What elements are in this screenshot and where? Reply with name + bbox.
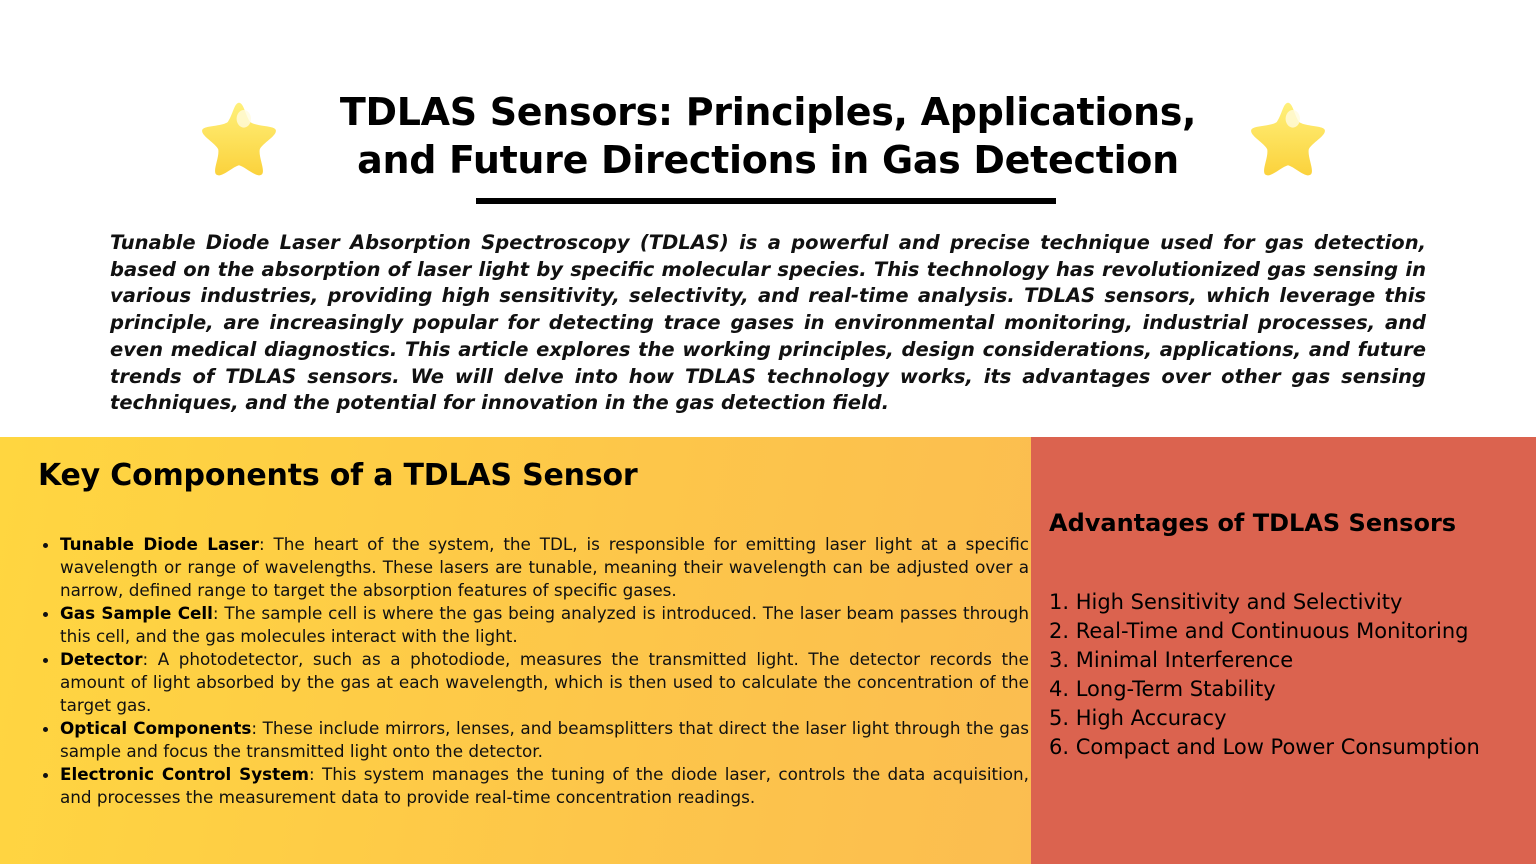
item-text: : A photodetector, such as a photodiode, measures the transmitted light. The detector records the amount of light absorbed by the gas at each wavelength, which is then used to calculate the concentration of the target gas. <box>60 649 1029 715</box>
list-item <box>60 533 1029 602</box>
list-item: 6. Compact and Low Power Consumption <box>1049 735 1480 759</box>
item-text: : The sample cell is where the gas being analyzed is introduced. The laser beam passes through this cell, and the gas molecules interact with the light. <box>60 603 1029 646</box>
list-item: 4. Long-Term Stability <box>1049 677 1276 701</box>
item-term: Electronic Control System <box>60 764 310 784</box>
item-text: : This system manages the tuning of the diode laser, controls the data acquisition, and processes the measurement data to provide real-time concentration readings. <box>60 764 1030 807</box>
item-term: Tunable Diode Laser <box>60 534 259 554</box>
components-list <box>42 533 1029 809</box>
components-title: Key Components of a TDLAS Sensor <box>38 458 638 493</box>
page-title <box>260 88 1276 184</box>
title-line-1: TDLAS Sensors: Principles, Applications, <box>339 90 1197 134</box>
list-item: 5. High Accuracy <box>1049 706 1227 730</box>
item-text: : These include mirrors, lenses, and beamsplitters that direct the laser light through the gas sample and focus the transmitted light onto the detector. <box>60 718 1029 761</box>
advantages-list <box>1049 588 1519 762</box>
title-divider <box>476 198 1056 204</box>
list-item: 1. High Sensitivity and Selectivity <box>1049 590 1403 614</box>
list-item <box>60 763 1029 809</box>
list-item <box>60 648 1029 717</box>
list-item <box>60 602 1029 648</box>
item-term: Optical Components <box>60 718 252 738</box>
item-term: Detector <box>60 649 143 669</box>
item-text: : The heart of the system, the TDL, is responsible for emitting laser light at a specific wavelength or range of wavelengths. These lasers are tunable, meaning their wavelength can be adjusted over a narrow, defined range to target the absorption features of specific gases. <box>60 534 1030 600</box>
list-item: 3. Minimal Interference <box>1049 648 1294 672</box>
item-term: Gas Sample Cell <box>60 603 213 623</box>
list-item <box>60 717 1029 763</box>
list-item: 2. Real-Time and Continuous Monitoring <box>1049 619 1469 643</box>
intro-paragraph: Tunable Diode Laser Absorption Spectroscopy (TDLAS) is a powerful and precise technique used for gas detection, based on the absorption of laser light by specific molecular species. This technology has revolutionized gas sensing in various industries, providing high sensitivity, selectivity, and real-time analysis. TDLAS sensors, which leverage this principle, are increasingly popular for detecting trace gases in environmental monitoring, industrial processes, and even medical diagnostics. This article explores the working principles, design considerations, applications, and future trends of TDLAS sensors. We will delve into how TDLAS technology works, its advantages over other gas sensing techniques, and the potential for innovation in the gas detection field. <box>110 231 1426 415</box>
title-line-2: and Future Directions in Gas Detection <box>357 138 1179 182</box>
advantages-title: Advantages of TDLAS Sensors <box>1049 509 1457 537</box>
